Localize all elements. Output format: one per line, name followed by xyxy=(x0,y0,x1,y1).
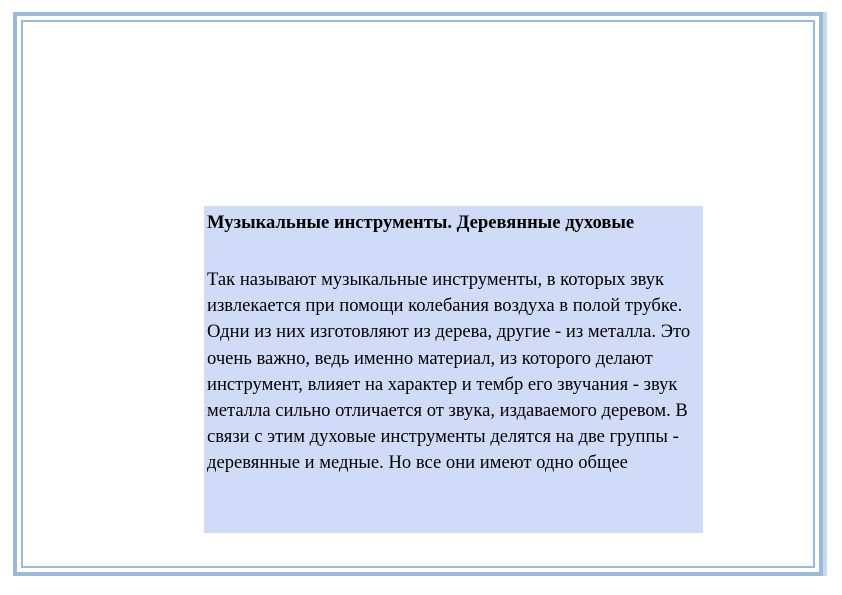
paragraph-spacer xyxy=(207,237,699,267)
body-paragraph: Так называют музыкальные инструменты, в которых звук извлекается при помощи колебания воздуха в полой трубке. Одни из них изготовляют из дерева, другие - из металла. Это очень важно, ведь именно материал, из которого делают инструмент, влияет на характер и тембр его звучания - звук металла сильно отличается от звука, издаваемого деревом. В связи с этим духовые инструменты делятся на две группы - деревянные и медные. Но все они имеют одно общее xyxy=(207,269,691,474)
text-content-box xyxy=(204,206,703,533)
frame-shadow-edge xyxy=(823,12,827,576)
slide-title: Музыкальные инструменты. Деревянные духовые xyxy=(207,212,635,233)
